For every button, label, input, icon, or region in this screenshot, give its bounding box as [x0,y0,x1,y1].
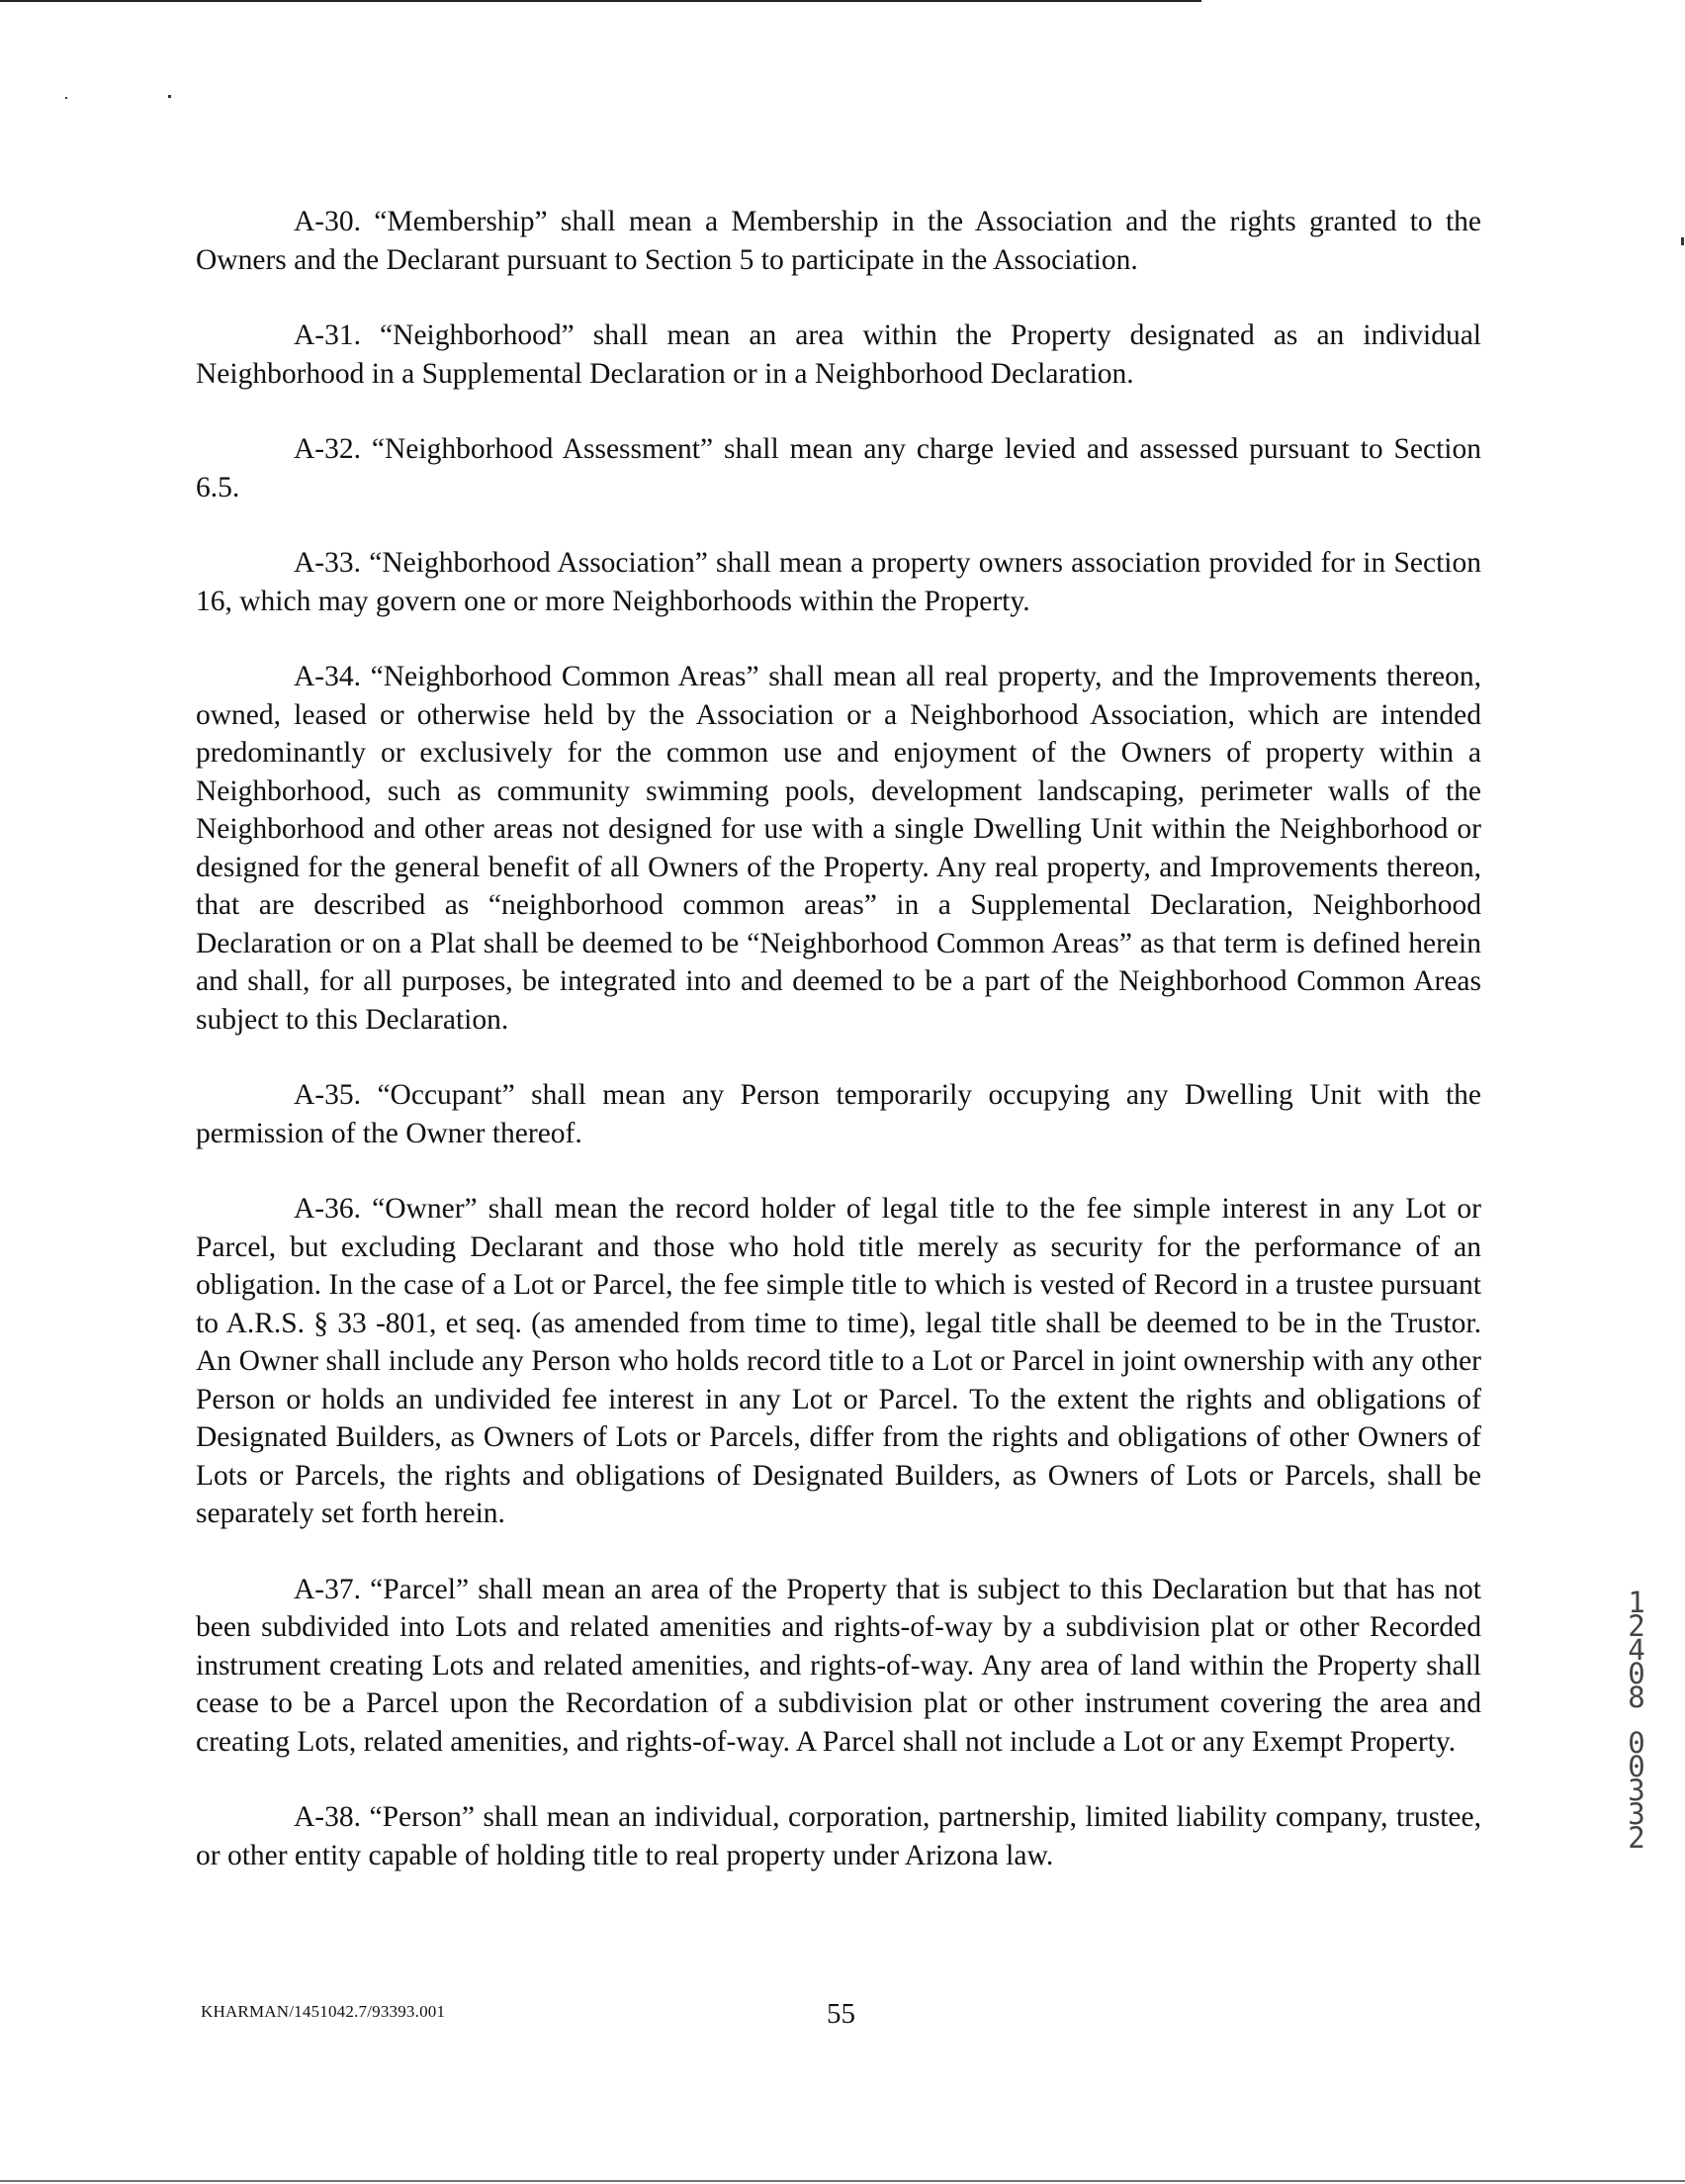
scan-border-top [0,0,1201,2]
definition-a36: A-36. “Owner” shall mean the record holder of legal title to the fee simple interest in any Lot or Parcel, but excluding Declarant and those who hold title merely as security for the performance of an obligation. In the case of a Lot or Parcel, the fee simple title to which is vested of Record in a trustee pursuant to A.R.S. § 33 -801, et seq. (as amended from time to time), legal title shall be deemed to be in the Trustor. An Owner shall include any Person who holds record title to a Lot or Parcel in joint ownership with any other Person or holds an undivided fee interest in any Lot or Parcel. To the extent the rights and obligations of Designated Builders, as Owners of Lots or Parcels, differ from the rights and obligations of other Owners of Lots or Parcels, the rights and obligations of Designated Builders, as Owners of Lots or Parcels, shall be separately set forth herein. [196,1193,1481,1529]
footer-page-number: 55 [827,1998,855,2030]
definition-a35: A-35. “Occupant” shall mean any Person temporarily occupying any Dwelling Unit with the permission of the Owner thereof. [196,1079,1481,1149]
scan-speck [1681,237,1684,245]
definition-a34: A-34. “Neighborhood Common Areas” shall mean all real property, and the Improvements thereon, owned, leased or otherwise held by the Association or a Neighborhood Association, which are intended predominantly or exclusively for the common use and enjoyment of the Owners of property within a Neighborhood, such as community swimming pools, development landscaping, perimeter walls of the Neighborhood and other areas not designed for use with a single Dwelling Unit within the Neighborhood or designed for the general benefit of all Owners of the Property. Any real property, and Improvements thereon, that are described as “neighborhood common areas” in a Supplemental Declaration, Neighborhood Declaration or on a Plat shall be deemed to be “Neighborhood Common Areas” as that term is defined herein and shall, for all purposes, be integrated into and deemed to be a part of the Neighborhood Common Areas subject to this Declaration. [196,661,1481,1036]
definition-a38: A-38. “Person” shall mean an individual, corporation, partnership, limited liability company, trustee, or other entity capable of holding title to real property under Arizona law. [196,1801,1481,1871]
recording-stamp [1622,1586,1651,1855]
definition-a33: A-33. “Neighborhood Association” shall mean a property owners association provided for in Section 16, which may govern one or more Neighborhoods within the Property. [196,547,1481,617]
scan-speck [65,97,67,99]
definition-a32: A-32. “Neighborhood Assessment” shall mean any charge levied and assessed pursuant to Section 6.5. [196,433,1481,503]
definition-a37: A-37. “Parcel” shall mean an area of the Property that is subject to this Declaration but that has not been subdivided into Lots and related amenities and rights-of-way by a subdivision plat or other Recorded instrument creating Lots and related amenities, and rights-of-way. Any area of land within the Property shall cease to be a Parcel upon the Recordation of a subdivision plat or other instrument covering the area and creating Lots, related amenities, and rights-of-way. A Parcel shall not include a Lot or any Exempt Property. [196,1573,1481,1758]
document-body [196,203,1481,1912]
scan-border-bottom [0,2180,1685,2182]
definition-a31: A-31. “Neighborhood” shall mean an area within the Property designated as an individual Neighborhood in a Supplemental Declaration or in a Neighborhood Declaration. [196,319,1481,390]
scan-speck [168,95,171,98]
footer-document-id: KHARMAN/1451042.7/93393.001 [201,2002,446,2021]
stamp-book-number: 12408 [1628,1586,1645,1714]
definition-a30: A-30. “Membership” shall mean a Membership in the Association and the rights granted to the Owners and the Declarant pursuant to Section 5 to participate in the Association. [196,206,1481,276]
stamp-page-number: 00332 [1628,1726,1645,1855]
